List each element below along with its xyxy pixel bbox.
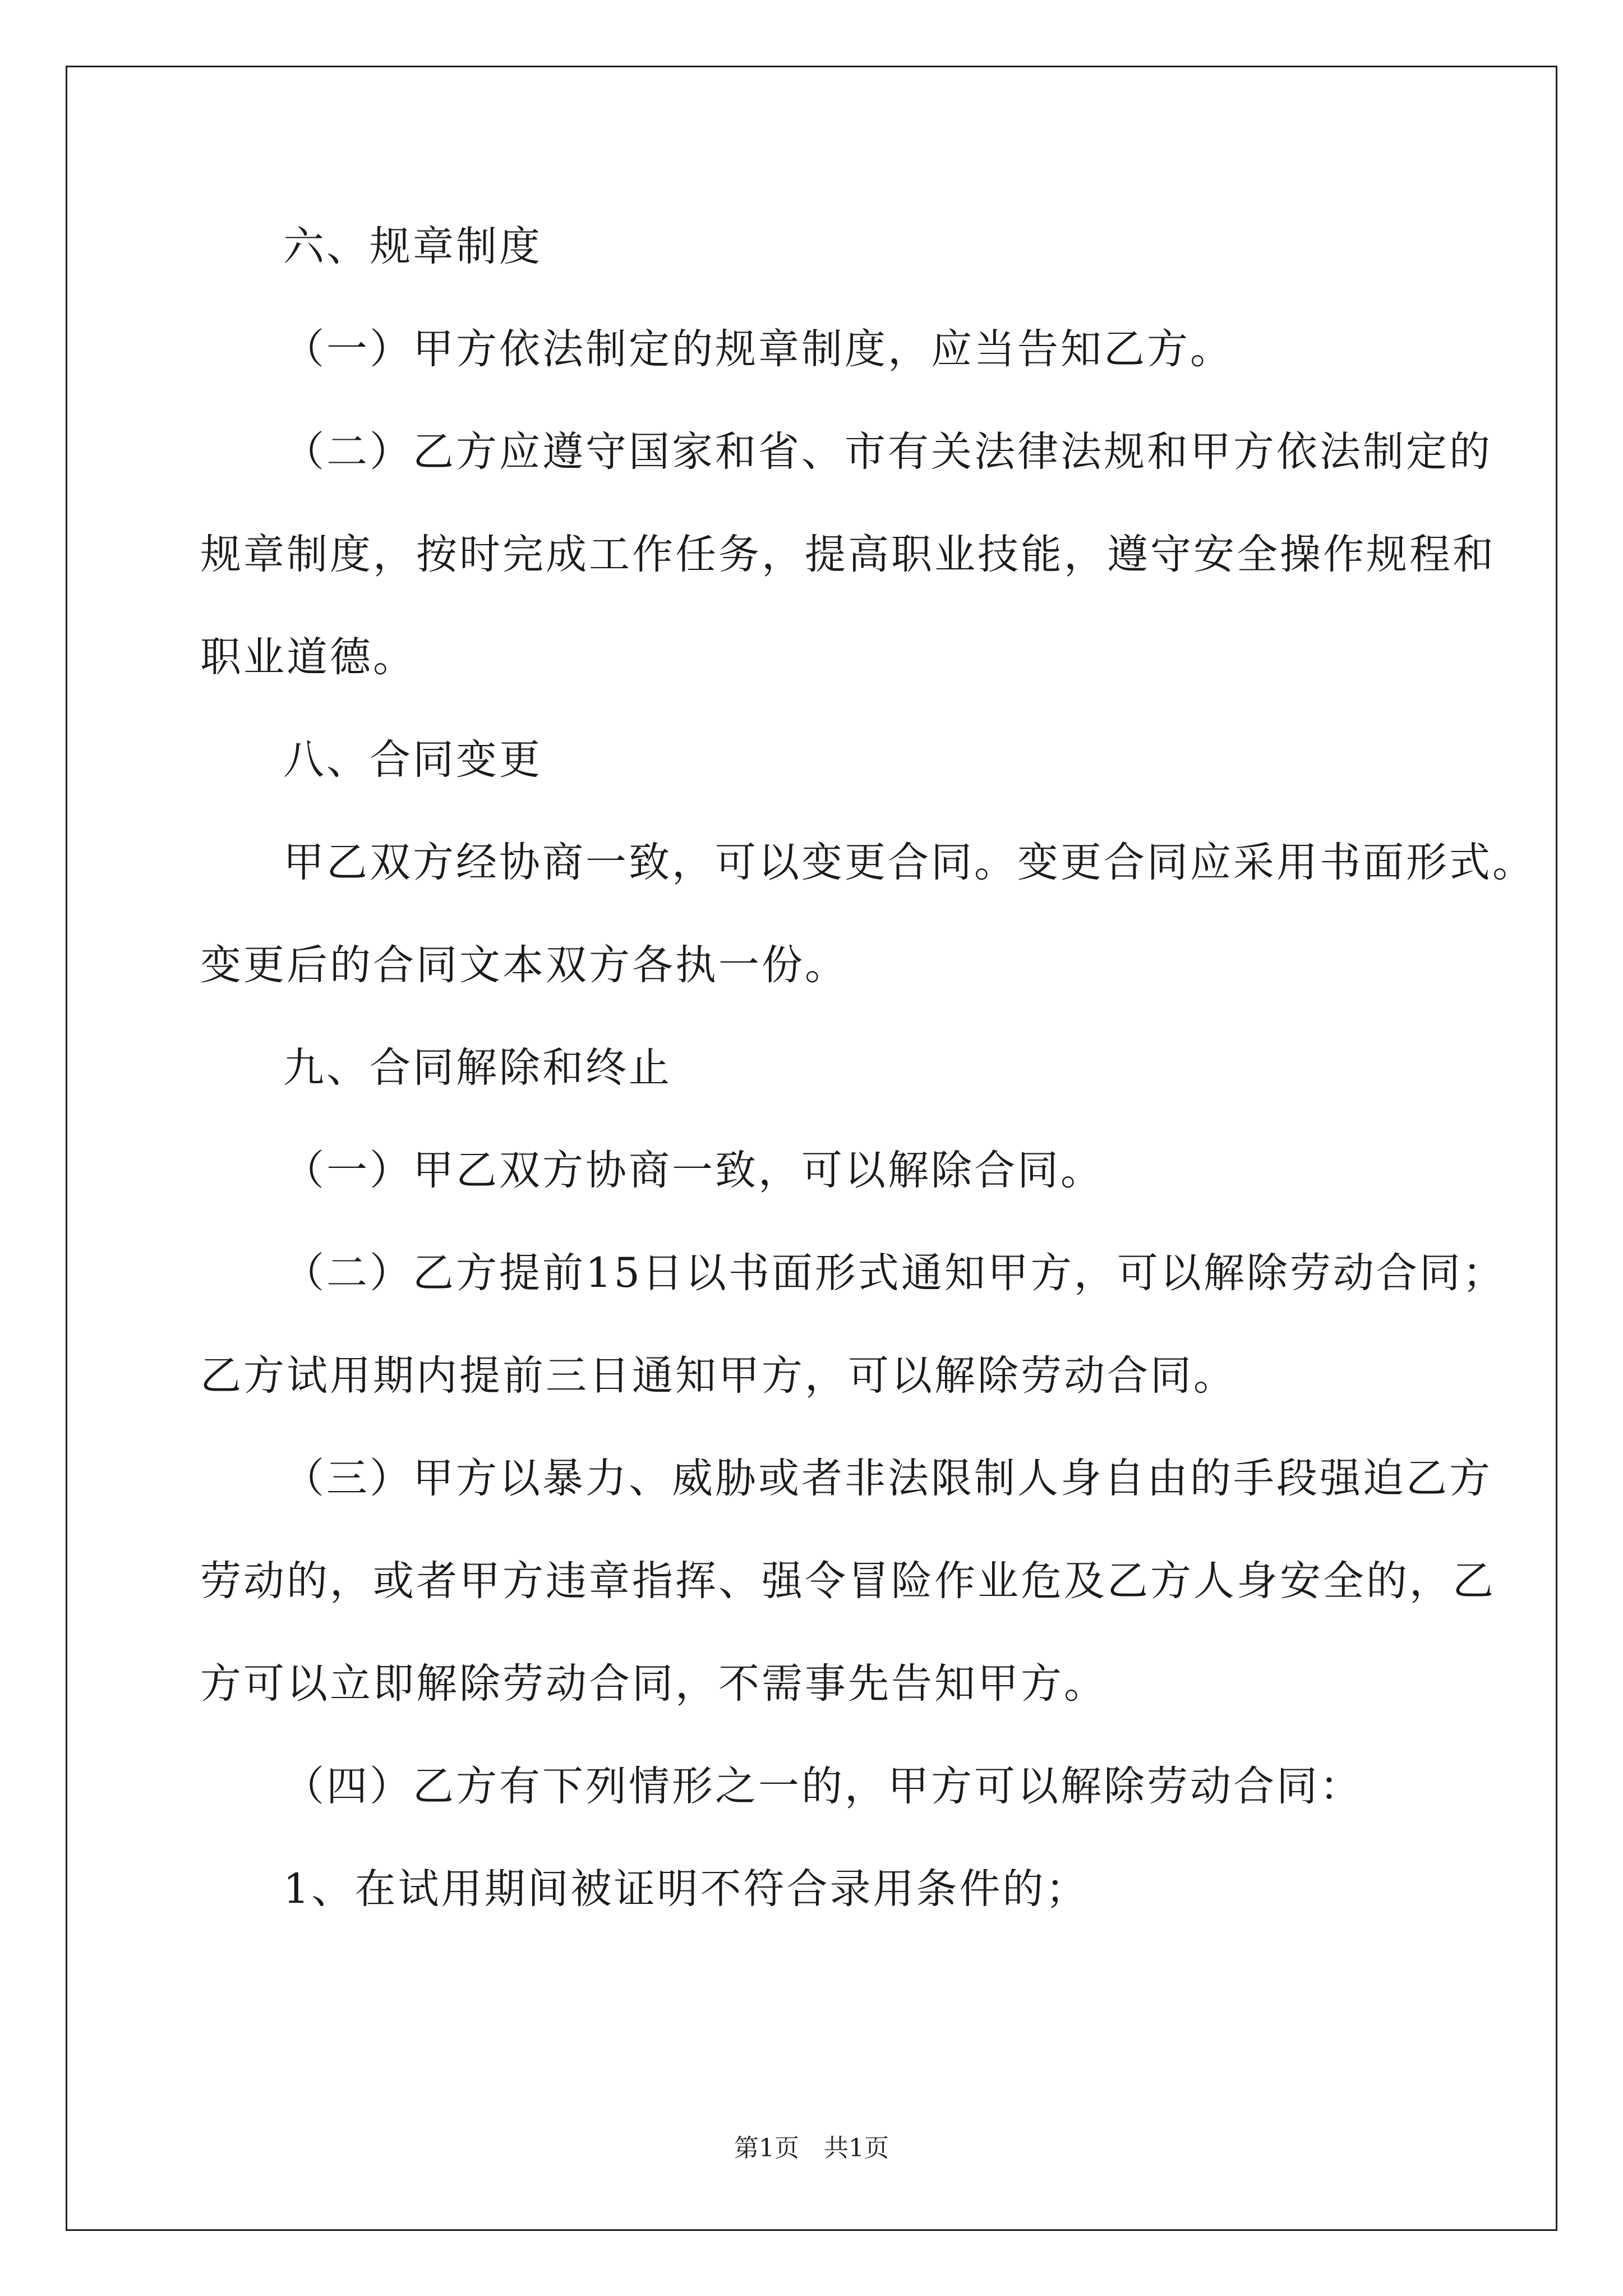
paragraph-line: 规章制度，按时完成工作任务，提高职业技能，遵守安全操作规程和	[200, 531, 1496, 578]
heading-termination: 九、合同解除和终止	[283, 1044, 672, 1092]
heading-contract-change: 八、合同变更	[283, 736, 542, 784]
paragraph-line: 变更后的合同文本双方各执一份。	[200, 941, 848, 989]
paragraph-line: （一）甲乙双方协商一致，可以解除合同。	[283, 1147, 1104, 1194]
paragraph-line: （二）乙方应遵守国家和省、市有关法律法规和甲方依法制定的	[283, 428, 1492, 476]
paragraph-line: 职业道德。	[200, 633, 416, 681]
page-number-footer: 第1页 共1页	[734, 2134, 889, 2162]
paragraph-line: （一）甲方依法制定的规章制度，应当告知乙方。	[283, 325, 1233, 373]
paragraph-line: 劳动的，或者甲方违章指挥、强令冒险作业危及乙方人身安全的，乙	[200, 1557, 1496, 1605]
paragraph-line: （四）乙方有下列情形之一的，甲方可以解除劳动合同：	[283, 1763, 1363, 1810]
paragraph-line: 方可以立即解除劳动合同，不需事先告知甲方。	[200, 1660, 1107, 1708]
paragraph-line: 乙方试用期内提前三日通知甲方，可以解除劳动合同。	[200, 1352, 1237, 1400]
heading-rules: 六、规章制度	[283, 223, 542, 270]
paragraph-line: （二）乙方提前15日以书面形式通知甲方，可以解除劳动合同；	[283, 1249, 1506, 1297]
paragraph-line: 甲乙双方经协商一致，可以变更合同。变更合同应采用书面形式。	[283, 839, 1536, 886]
paragraph-line: 1、在试用期间被证明不符合录用条件的；	[283, 1865, 1089, 1913]
paragraph-line: （三）甲方以暴力、威胁或者非法限制人身自由的手段强迫乙方	[283, 1455, 1492, 1502]
